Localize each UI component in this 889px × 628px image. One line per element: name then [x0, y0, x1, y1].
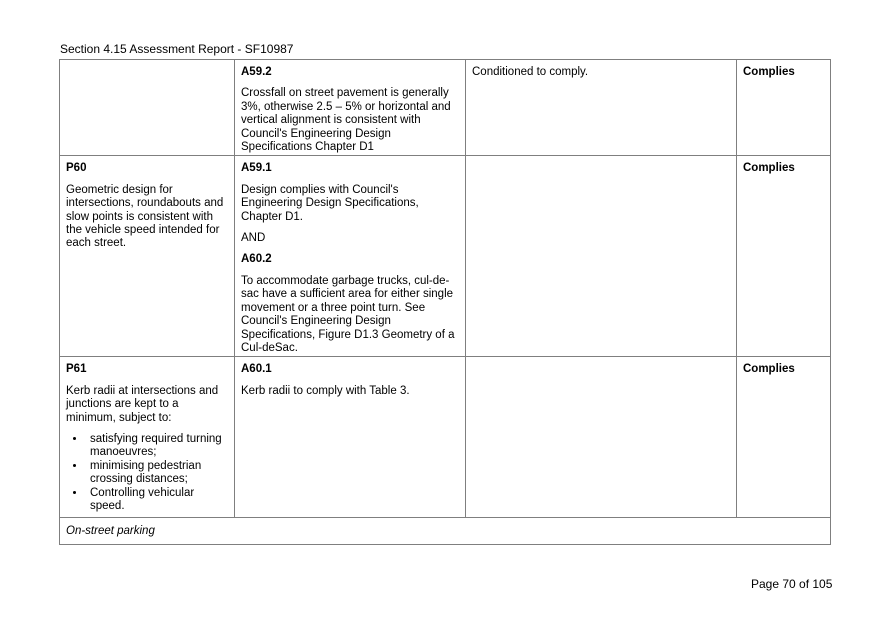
compliance-status: Complies	[743, 66, 795, 78]
performance-bullet-list	[66, 433, 228, 513]
bullet-item: • satisfying required turning manoeuvres;	[86, 433, 228, 460]
solution-text: Kerb radii to comply with Table 3.	[241, 384, 410, 397]
comment-cell	[466, 60, 737, 156]
performance-criteria-cell	[60, 60, 235, 156]
solution-text: Crossfall on street pavement is generally 3%, otherwise 2.5 – 5% or horizontal and vertical alignment is consistent with Council's Engineering Design Specifications Chapter D1	[241, 87, 451, 154]
acceptable-solution-cell	[235, 60, 466, 156]
table-row	[60, 357, 831, 518]
page-number: Page 70 of 105	[751, 577, 833, 591]
solution-text: To accommodate garbage trucks, cul-de-sac have a sufficient area for either single movement or a three point turn. See Council's Engineering Design Specifications, Figure D1.3 Geometry of a Cul-deSac.	[241, 274, 455, 354]
solution-code: A60.1	[241, 363, 272, 376]
compliance-cell	[737, 60, 831, 156]
solution-code: A60.2	[241, 253, 272, 266]
report-header: Section 4.15 Assessment Report - SF10987	[60, 42, 294, 56]
bullet-item: • Controlling vehicular speed.	[86, 487, 228, 514]
section-heading-text: On-street parking	[66, 524, 155, 537]
performance-code: P60	[66, 162, 87, 175]
table-row	[60, 156, 831, 357]
table-row	[60, 60, 831, 156]
compliance-status: Complies	[743, 162, 795, 175]
assessment-table	[59, 59, 831, 545]
bullet-item: • minimising pedestrian crossing distances;	[86, 460, 228, 487]
performance-criteria-cell	[60, 357, 235, 518]
section-heading-cell	[60, 518, 831, 545]
comment-cell	[466, 357, 737, 518]
comment-cell	[466, 156, 737, 357]
performance-text: Kerb radii at intersections and junctions are kept to a minimum, subject to:	[66, 384, 219, 424]
performance-text: Geometric design for intersections, roundabouts and slow points is consistent with the vehicle speed intended for each street.	[66, 183, 224, 250]
section-heading-row	[60, 518, 831, 545]
solution-code: A59.1	[241, 162, 272, 175]
acceptable-solution-cell	[235, 156, 466, 357]
solution-joiner: AND	[241, 232, 266, 245]
performance-code: P61	[66, 363, 87, 376]
comment-text: Conditioned to comply.	[472, 66, 589, 78]
performance-criteria-cell	[60, 156, 235, 357]
solution-text: Design complies with Council's Engineering Design Specifications, Chapter D1.	[241, 183, 419, 223]
acceptable-solution-cell	[235, 357, 466, 518]
compliance-status: Complies	[743, 363, 795, 376]
compliance-cell	[737, 156, 831, 357]
solution-code: A59.2	[241, 66, 272, 78]
compliance-cell	[737, 357, 831, 518]
